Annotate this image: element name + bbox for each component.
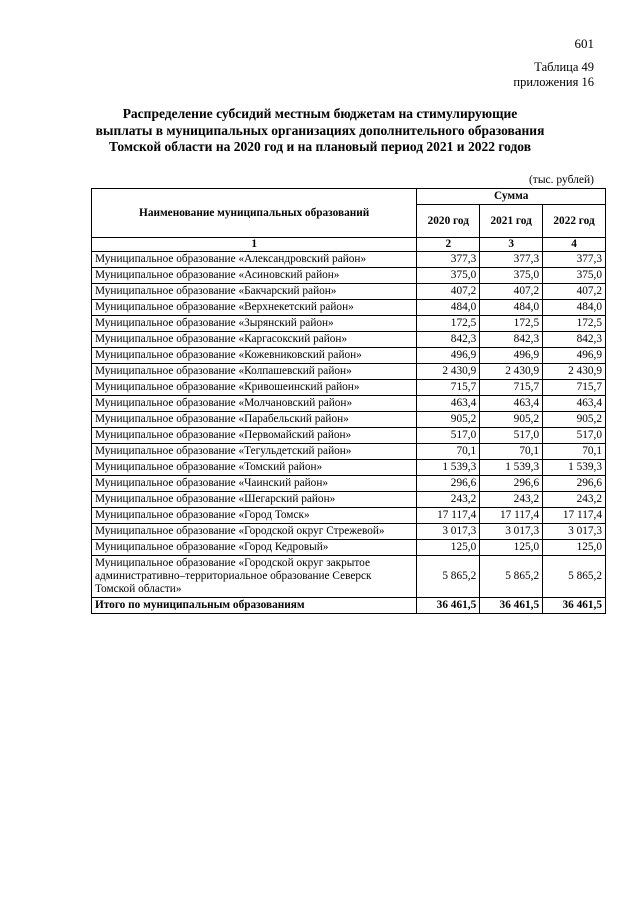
table-row [92,508,606,524]
value-2021: 463,4 [480,396,543,412]
value-2022: 715,7 [543,380,606,396]
total-row [92,598,606,614]
value-2022: 125,0 [543,540,606,556]
table-row [92,540,606,556]
value-2022: 5 865,2 [543,556,606,598]
value-2021: 905,2 [480,412,543,428]
table-row [92,316,606,332]
total-2020: 36 461,5 [417,598,480,614]
table-row [92,556,606,598]
header-2021: 2021 год [480,205,543,238]
value-2021: 70,1 [480,444,543,460]
municipality-name: Муниципальное образование «Город Томск» [92,508,417,524]
index-cell: 4 [543,238,606,252]
value-2021: 407,2 [480,284,543,300]
value-2020: 463,4 [417,396,480,412]
municipality-name: Муниципальное образование «Городской округ закрытое административно–территориальное образование Северск Томской области» [92,556,417,598]
value-2020: 296,6 [417,476,480,492]
municipality-name: Муниципальное образование «Кривошеинский район» [92,380,417,396]
value-2020: 715,7 [417,380,480,396]
value-2020: 375,0 [417,268,480,284]
value-2021: 496,9 [480,348,543,364]
value-2022: 496,9 [543,348,606,364]
value-2020: 125,0 [417,540,480,556]
table-body [92,252,606,598]
value-2022: 517,0 [543,428,606,444]
column-index-row [92,238,606,252]
municipality-name: Муниципальное образование «Александровский район» [92,252,417,268]
table-row [92,380,606,396]
table-row [92,524,606,540]
municipality-name: Муниципальное образование «Город Кедровый» [92,540,417,556]
value-2021: 517,0 [480,428,543,444]
municipality-name: Муниципальное образование «Молчановский район» [92,396,417,412]
municipality-name: Муниципальное образование «Парабельский район» [92,412,417,428]
value-2021: 715,7 [480,380,543,396]
municipality-name: Муниципальное образование «Каргасокский район» [92,332,417,348]
value-2020: 905,2 [417,412,480,428]
total-2022: 36 461,5 [543,598,606,614]
value-2020: 484,0 [417,300,480,316]
value-2022: 375,0 [543,268,606,284]
table-row [92,492,606,508]
municipality-name: Муниципальное образование «Томский район» [92,460,417,476]
value-2021: 484,0 [480,300,543,316]
table-ref-line1: Таблица 49 [534,60,594,74]
header-name: Наименование муниципальных образований [92,189,417,238]
value-2021: 296,6 [480,476,543,492]
table-row [92,428,606,444]
value-2020: 517,0 [417,428,480,444]
value-2022: 463,4 [543,396,606,412]
table-row [92,412,606,428]
value-2021: 5 865,2 [480,556,543,598]
municipality-name: Муниципальное образование «Верхнекетский район» [92,300,417,316]
value-2022: 70,1 [543,444,606,460]
total-name: Итого по муниципальным образованиям [92,598,417,614]
value-2021: 377,3 [480,252,543,268]
table-row [92,396,606,412]
municipality-name: Муниципальное образование «Кожевниковский район» [92,348,417,364]
value-2020: 407,2 [417,284,480,300]
header-sum: Сумма [417,189,606,205]
municipality-name: Муниципальное образование «Бакчарский район» [92,284,417,300]
header-2022: 2022 год [543,205,606,238]
table-row [92,268,606,284]
value-2021: 842,3 [480,332,543,348]
municipality-name: Муниципальное образование «Асиновский район» [92,268,417,284]
value-2020: 70,1 [417,444,480,460]
unit-label: (тыс. рублей) [528,174,594,186]
value-2021: 243,2 [480,492,543,508]
value-2022: 3 017,3 [543,524,606,540]
table-row [92,476,606,492]
value-2021: 1 539,3 [480,460,543,476]
table-reference [513,60,594,90]
table-row [92,300,606,316]
municipality-name: Муниципальное образование «Колпашевский район» [92,364,417,380]
page-number: 601 [574,36,594,51]
value-2022: 905,2 [543,412,606,428]
value-2020: 1 539,3 [417,460,480,476]
municipality-name: Муниципальное образование «Шегарский район» [92,492,417,508]
table-row [92,284,606,300]
value-2020: 5 865,2 [417,556,480,598]
value-2021: 2 430,9 [480,364,543,380]
index-cell: 3 [480,238,543,252]
value-2021: 375,0 [480,268,543,284]
document-title: Распределение субсидий местным бюджетам на стимулирующие выплаты в муниципальных организациях дополнительного образования Томской области на 2020 год и на плановый период 2021 и 2022 годов [95,106,545,154]
value-2020: 496,9 [417,348,480,364]
value-2020: 842,3 [417,332,480,348]
municipality-name: Муниципальное образование «Чаинский район» [92,476,417,492]
table-row [92,348,606,364]
value-2022: 2 430,9 [543,364,606,380]
index-cell: 2 [417,238,480,252]
municipality-name: Муниципальное образование «Первомайский район» [92,428,417,444]
value-2020: 17 117,4 [417,508,480,524]
municipality-name: Муниципальное образование «Городской округ Стрежевой» [92,524,417,540]
value-2022: 842,3 [543,332,606,348]
value-2022: 17 117,4 [543,508,606,524]
value-2020: 243,2 [417,492,480,508]
index-cell: 1 [92,238,417,252]
total-2021: 36 461,5 [480,598,543,614]
value-2021: 125,0 [480,540,543,556]
value-2021: 172,5 [480,316,543,332]
table-row [92,332,606,348]
value-2020: 2 430,9 [417,364,480,380]
value-2022: 407,2 [543,284,606,300]
value-2021: 3 017,3 [480,524,543,540]
value-2020: 377,3 [417,252,480,268]
table-ref-line2: приложения 16 [513,75,594,89]
table-row [92,444,606,460]
value-2022: 296,6 [543,476,606,492]
value-2020: 172,5 [417,316,480,332]
value-2022: 1 539,3 [543,460,606,476]
value-2022: 243,2 [543,492,606,508]
subsidy-table [91,188,606,614]
header-2020: 2020 год [417,205,480,238]
municipality-name: Муниципальное образование «Тегульдетский район» [92,444,417,460]
table-row [92,364,606,380]
municipality-name: Муниципальное образование «Зырянский район» [92,316,417,332]
value-2022: 377,3 [543,252,606,268]
value-2022: 484,0 [543,300,606,316]
value-2020: 3 017,3 [417,524,480,540]
value-2022: 172,5 [543,316,606,332]
value-2021: 17 117,4 [480,508,543,524]
table-row [92,460,606,476]
table-row [92,252,606,268]
